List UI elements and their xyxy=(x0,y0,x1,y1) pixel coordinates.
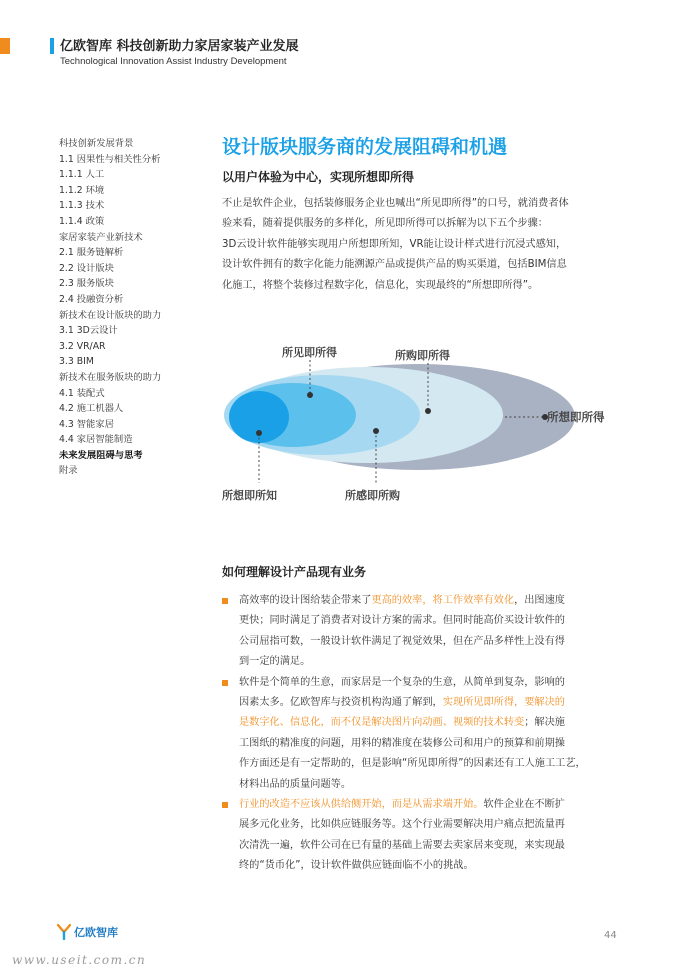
toc-item[interactable]: 1.1.2 环境 xyxy=(59,184,105,196)
bullet-line xyxy=(239,734,622,754)
experience-diagram xyxy=(200,335,630,510)
toc-item[interactable]: 2.3 服务版块 xyxy=(59,278,114,290)
bullet-item xyxy=(222,795,622,877)
marker-think-know xyxy=(256,430,262,436)
marker-feel-buy xyxy=(373,428,379,434)
logo-icon xyxy=(57,924,71,940)
watermark-text: www.useit.com.cn xyxy=(12,953,147,967)
body-text: 工图纸的精准度的问题，用料的精准度在装修公司和用户的预算和前期操 xyxy=(239,737,565,749)
highlight-text: 是数字化、信息化，而不仅是解决图片向动画、视频的技术转变 xyxy=(239,717,525,729)
header-title: 亿欧智库 科技创新助力家居家装产业发展 xyxy=(60,39,299,54)
toc-item[interactable]: 2.2 设计版块 xyxy=(59,262,114,274)
paragraph-line: 3D云设计软件能够实现用户所想即所知，VR能让设计样式进行沉浸式感知， xyxy=(222,238,567,250)
bullet-line xyxy=(239,693,622,713)
label-think-know: 所想即所知 xyxy=(222,489,277,502)
bullet-line xyxy=(239,815,622,835)
toc-item[interactable]: 4.3 智能家居 xyxy=(59,418,114,430)
page-number: 44 xyxy=(604,930,617,941)
toc-item[interactable]: 附录 xyxy=(59,465,78,477)
body-text: 材料出品的质量问题等。 xyxy=(239,778,352,790)
bullet-line xyxy=(239,795,622,815)
bullet-line xyxy=(239,632,622,652)
bullet-line xyxy=(239,673,622,693)
toc-item[interactable]: 新技术在服务版块的助力 xyxy=(59,371,162,383)
marker-buy-get xyxy=(425,408,431,414)
bullet-square-icon xyxy=(222,802,228,808)
paragraph-line: 不止是软件企业，包括装修服务企业也喊出“所见即所得”的口号，就消费者体 xyxy=(222,198,569,209)
bullet-line xyxy=(239,754,622,774)
body-text: 高效率的设计图给装企带来了 xyxy=(239,595,372,606)
toc-item[interactable]: 未来发展阻碍与思考 xyxy=(59,449,143,461)
header-subtitle: Technological Innovation Assist Industry Development xyxy=(60,56,287,67)
toc-item[interactable]: 3.3 BIM xyxy=(59,356,94,368)
body-text: 因素太多。亿欧智库与投资机构沟通了解到， xyxy=(239,697,443,709)
label-feel-buy: 所感即所购 xyxy=(345,489,400,502)
paragraph-line: 化施工，将整个装修过程数字化，信息化，实现最终的“所想即所得”。 xyxy=(222,279,539,291)
label-see-get: 所见即所得 xyxy=(282,346,337,359)
toc-item[interactable]: 2.4 投融资分析 xyxy=(59,293,124,305)
logo-text: 亿欧智库 xyxy=(74,926,118,939)
toc-item[interactable]: 1.1 因果性与相关性分析 xyxy=(59,153,161,165)
body-text: ；解决施 xyxy=(524,717,565,729)
toc-item[interactable]: 1.1.3 技术 xyxy=(59,200,105,212)
bullet-line xyxy=(239,775,622,795)
toc-item[interactable]: 新技术在设计版块的助力 xyxy=(59,309,162,321)
footer-logo xyxy=(57,924,118,940)
body-text: ，出图速度 xyxy=(514,595,565,606)
understanding-heading: 如何理解设计产品现有业务 xyxy=(222,565,367,579)
toc-item[interactable]: 4.4 家居智能制造 xyxy=(59,434,133,446)
marker-see-get xyxy=(307,392,313,398)
bullet-square-icon xyxy=(222,680,228,686)
body-text: 公司屈指可数，一般设计软件满足了视觉效果，但在产品多样性上没有得 xyxy=(239,635,565,647)
header-accent-bar-orange xyxy=(0,38,10,54)
bullet-square-icon xyxy=(222,598,228,604)
intro-paragraph xyxy=(222,194,617,296)
toc-item[interactable]: 4.1 装配式 xyxy=(59,387,105,399)
understanding-bullets xyxy=(222,591,622,877)
bullet-item xyxy=(222,591,622,673)
bullet-line xyxy=(239,713,622,733)
bullet-line xyxy=(239,591,622,611)
toc-item[interactable]: 科技创新发展背景 xyxy=(59,138,134,149)
body-text: 展多元化业务，比如供应链服务等。这个行业需要解决用户痛点把流量再 xyxy=(239,819,565,831)
highlight-text: 实现所见即所得，要解决的 xyxy=(442,697,565,709)
toc-item[interactable]: 2.1 服务链解析 xyxy=(59,247,124,259)
bullet-line xyxy=(239,836,622,856)
toc-item[interactable]: 家居家装产业新技术 xyxy=(59,231,143,243)
body-text: 次清洗一遍，软件公司在已有量的基础上需要去卖家居来变现，来实现最 xyxy=(239,839,565,851)
header-accent-bar-blue xyxy=(50,38,54,54)
label-think-get: 所想即所得 xyxy=(547,410,605,424)
label-buy-get: 所购即所得 xyxy=(395,349,450,362)
body-text: 软件企业在不断扩 xyxy=(483,799,565,811)
toc-item[interactable]: 1.1.4 政策 xyxy=(59,215,105,227)
paragraph-line: 设计软件拥有的数字化能力能溯源产品或提供产品的购买渠道，包括BIM信息 xyxy=(222,259,567,271)
toc-item[interactable]: 3.2 VR/AR xyxy=(59,340,106,352)
bullet-line xyxy=(239,611,622,631)
bullet-item xyxy=(222,673,622,795)
body-text: 更快；同时满足了消费者对设计方案的需求。但同时能高价买设计软件的 xyxy=(239,615,565,627)
toc-item[interactable]: 3.1 3D云设计 xyxy=(59,325,118,337)
section-subheading: 以用户体验为中心，实现所想即所得 xyxy=(222,170,415,184)
highlight-text: 行业的改造不应该从供给侧开始，而是从需求端开始。 xyxy=(239,799,484,811)
body-text: 到一定的满足。 xyxy=(239,656,311,668)
highlight-text: 更高的效率，将工作效率有效化 xyxy=(371,595,515,606)
body-text: 终的“货币化”，设计软件做供应链面临不小的挑战。 xyxy=(239,860,474,872)
paragraph-line: 验来看，随着提供服务的多样化，所见即所得可以拆解为以下五个步骤： xyxy=(222,218,548,230)
body-text: 软件是个简单的生意，而家居是一个复杂的生意，从简单到复杂，影响的 xyxy=(239,676,565,688)
bullet-line xyxy=(239,856,622,876)
bullet-line xyxy=(239,652,622,672)
section-title: 设计版块服务商的发展阻碍和机遇 xyxy=(222,136,508,158)
table-of-contents xyxy=(59,136,199,479)
toc-item[interactable]: 4.2 施工机器人 xyxy=(59,403,124,415)
toc-item[interactable]: 1.1.1 人工 xyxy=(59,169,105,181)
body-text: 作方面还是有一定帮助的，但是影响“所见即所得”的因素还有工人施工工艺， xyxy=(239,758,586,770)
